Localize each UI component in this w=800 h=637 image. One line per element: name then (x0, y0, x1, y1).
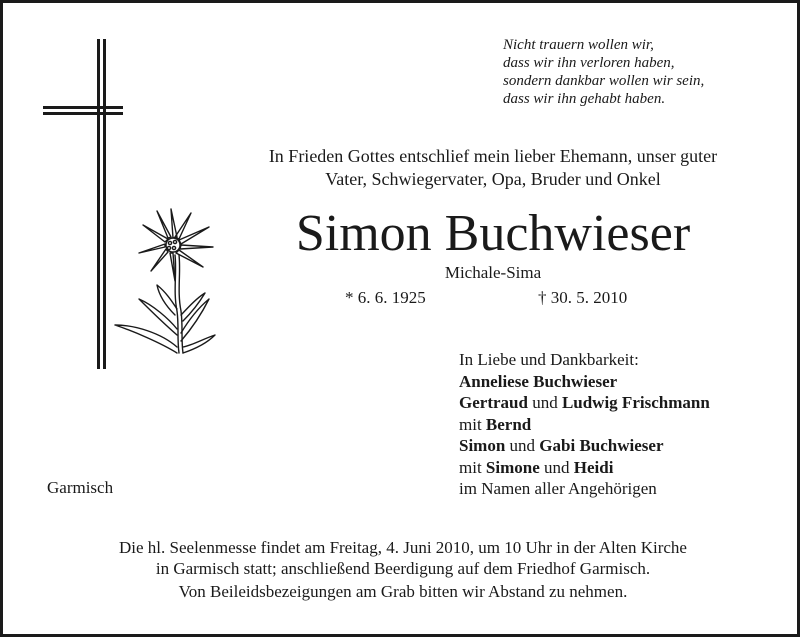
quote-line: dass wir ihn verloren haben, (503, 55, 675, 71)
family-member-name: Simone (485, 457, 540, 477)
conjunction: und (539, 457, 574, 477)
family-member-name: Gertraud (459, 393, 528, 412)
cross-icon (43, 39, 123, 369)
memorial-quote (503, 36, 704, 108)
notice-line: Die hl. Seelenmesse findet am Freitag, 4. Juni 2010, um 10 Uhr in der Alten Kirche (119, 538, 687, 557)
intro-line: Vater, Schwiegervater, Opa, Bruder und Onkel (325, 169, 661, 189)
family-member-name: Gabi Buchwieser (539, 436, 664, 455)
deceased-nickname: Michale-Sima (444, 263, 542, 282)
conjunction: und (527, 393, 562, 412)
quote-line: dass wir ihn gehabt haben. (503, 91, 666, 107)
notice-line: in Garmisch statt; anschließend Beerdigung auf dem Friedhof Garmisch. (155, 559, 651, 578)
conjunction: mit (459, 414, 486, 434)
family-line (459, 457, 710, 479)
family-member-name: Ludwig Frischmann (561, 393, 710, 412)
conjunction: und (505, 436, 540, 455)
conjunction: mit (459, 457, 486, 477)
family-footer: im Namen aller Angehörigen (459, 479, 657, 498)
family-line (459, 435, 710, 457)
deceased-name: Simon Buchwieser (295, 205, 691, 262)
quote-line: sondern dankbar wollen wir sein, (503, 73, 705, 89)
birth-date: * 6. 6. 1925 (345, 288, 426, 307)
family-member-name: Bernd (485, 414, 532, 434)
family-line (459, 414, 710, 436)
family-member-name: Simon (459, 436, 506, 455)
family-line (459, 371, 710, 393)
death-date: † 30. 5. 2010 (538, 288, 628, 307)
family-member-name: Anneliese Buchwieser (459, 371, 618, 391)
family-line (459, 392, 710, 414)
intro-line: In Frieden Gottes entschlief mein lieber Ehemann, unser guter (268, 146, 718, 166)
family-signatures (459, 349, 710, 500)
closing-note: Von Beileidsbezeigungen am Grab bitten wir Abstand zu nehmen. (178, 582, 628, 601)
intro-text (203, 145, 783, 191)
quote-line: Nicht trauern wollen wir, (503, 37, 654, 53)
family-member-name: Heidi (573, 457, 614, 477)
funeral-notice (3, 537, 800, 579)
place-name: Garmisch (47, 478, 114, 497)
family-heading: In Liebe und Dankbarkeit: (459, 350, 639, 369)
